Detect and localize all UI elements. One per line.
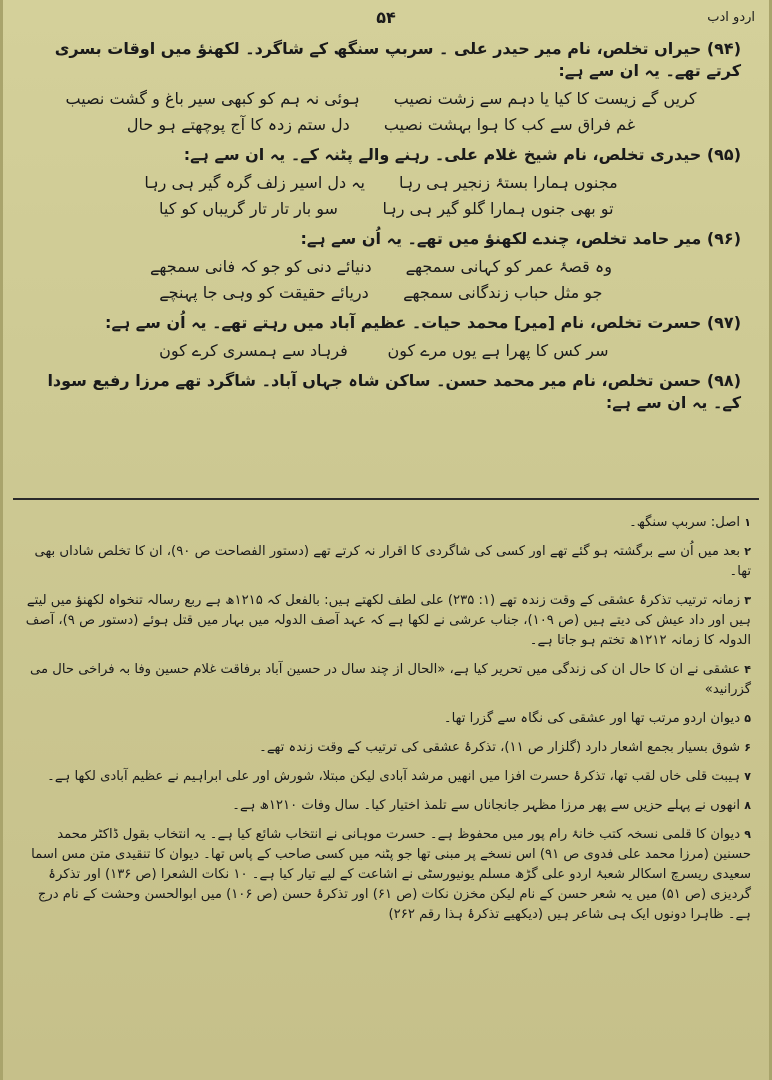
footnote-mark: ۶ [744, 741, 751, 754]
entry-heading: (۹۴) حیراں تخلص، نام میر حیدر علی ۔ سربپ سنگھ کے شاگرد۔ لکھنؤ میں اوقات بسری کرتے تھے۔ یہ ان سے ہے: [54, 39, 741, 80]
entry-heading: (۹۵) حیدری تخلص، نام شیخ غلام علی۔ رہنے والے پٹنہ کے۔ یہ ان سے ہے: [183, 145, 741, 164]
poet-entries [21, 32, 741, 418]
couplet [21, 280, 741, 306]
page-header [17, 6, 755, 28]
footnote [17, 542, 751, 582]
entry-heading: (۹۷) حسرت تخلص، نام [میر] محمد حیات۔ عظیم آباد میں رہتے تھے۔ یہ اُن سے ہے: [105, 313, 741, 332]
footnote-mark: ۳ [744, 594, 751, 607]
poet-entry [21, 38, 741, 138]
misra-second: تو بھی جنوں ہمارا گلو گیر ہی رہا [382, 199, 614, 218]
footnote-text: دیوان اردو مرتب تھا اور عشقی کی نگاہ سے گزرا تھا۔ [443, 711, 741, 726]
poet-entry [21, 144, 741, 222]
footnote-mark: ۸ [744, 799, 751, 812]
footnote-mark: ۵ [744, 712, 751, 725]
footnote-mark: ۹ [744, 828, 751, 841]
footnote-text: دیوان کا قلمی نسخہ کتب خانۂ رام پور میں محفوظ ہے۔ حسرت موہانی نے انتخاب شائع کیا ہے۔ یہ انتخاب بقول ڈاکٹر محمد حسنین (مرزا محمد علی فدوی ص ۹۱) اس نسخے پر مبنی تھا جو پٹنہ میں کسی صاحب کے پاس تھا۔ دیوان کا تنقیدی متن مس اسما سعیدی ریسرچ اسکالر شعبۂ اردو علی گڑھ مسلم یونیورسٹی نے اشاعت کے لیے تیار کیا ہے۔ ۱۰ نکات الشعرا (ص ۱۳۶) اور تذکرۂ گردیزی (ص ۵۱) میں یہ شعر حسن کے نام لیکن مخزن نکات (ص ۶۱) اور تذکرۂ حسن (ص ۱۰۶) میں ابوالحسن وحشت کے نام درج ہے۔ ظاہرا دونوں ایک ہی شاعر ہیں (دیکھیے تذکرۂ ہذا رقم ۲۶۲) [31, 827, 751, 922]
poet-entry [21, 370, 741, 414]
footnote-mark: ۴ [744, 663, 751, 676]
footnote-mark: ۲ [744, 545, 751, 558]
footnote [17, 738, 751, 758]
footnote [17, 660, 751, 700]
couplet [21, 86, 741, 112]
misra-second: جو مثل حباب زندگانی سمجھے [403, 283, 603, 302]
poet-entry [21, 312, 741, 364]
misra-second: غم فراق سے کب کا ہوا بہشت نصیب [383, 115, 636, 134]
header-book-title: اردو ادب [707, 9, 755, 25]
footnote-mark: ۷ [744, 770, 751, 783]
couplet [21, 196, 741, 222]
footnote [17, 767, 751, 787]
footnote [17, 709, 751, 729]
misra-first: دریائے حقیقت کو وہی جا پہنچے [159, 283, 369, 302]
footnote [17, 513, 751, 533]
footnote-text: بعد میں اُن سے برگشتہ ہو گئے تھے اور کسی کی شاگردی کا اقرار نہ کرتے تھے (دستور الفصاحت ص ۹۰)، ان کا تخلص شاداں بھی تھا۔ [34, 544, 751, 579]
footnote [17, 796, 751, 816]
misra-first: ہوئی نہ ہم کو کبھی سیر باغ و گشت نصیب [65, 89, 360, 108]
footnote-divider [13, 498, 759, 500]
footnotes [17, 510, 751, 934]
couplet [21, 338, 741, 364]
misra-second: مجنوں ہمارا بستۂ زنجیر ہی رہا [399, 173, 618, 192]
footnote-text: انھوں نے پہلے حزیں سے پھر مرزا مظہر جانجاناں سے تلمذ اختیار کیا۔ سال وفات ۱۲۱۰ھ ہے۔ [232, 798, 741, 813]
page-number: ۵۴ [376, 8, 396, 27]
misra-first: یہ دل اسیر زلف گرہ گیر ہی رہا [144, 173, 366, 192]
footnote-text: شوق بسیار بجمع اشعار دارد (گلزار ص ۱۱)، تذکرۂ عشقی کی ترتیب کے وقت زندہ تھے۔ [259, 740, 741, 755]
misra-second: سر کس کا پھرا ہے یوں مرے کون [387, 341, 609, 360]
misra-first: فرہاد سے ہمسری کرے کون [159, 341, 348, 360]
misra-second: وہ قصۂ عمر کو کہانی سمجھے [405, 257, 612, 276]
footnote-mark: ۱ [744, 516, 751, 529]
footnote-text: اصل: سربپ سنگھ۔ [629, 515, 741, 530]
entry-heading: (۹۶) میر حامد تخلص، چندے لکھنؤ میں تھے۔ یہ اُن سے ہے: [300, 229, 741, 248]
couplet [21, 170, 741, 196]
couplet [21, 112, 741, 138]
misra-first: سو بار تار تار گریباں کو کیا [159, 199, 338, 218]
footnote-text: عشقی نے ان کا حال ان کی زندگی میں تحریر کیا ہے، «الحال از چند سال در حسین آباد برفاقت غلام حسین وفا بہ فراخی حال می گزرانید» [30, 662, 751, 697]
misra-first: دنیائے دنی کو جو کہ فانی سمجھے [150, 257, 372, 276]
entry-heading: (۹۸) حسن تخلص، نام میر محمد حسن۔ ساکن شاہ جہاں آباد۔ شاگرد تھے مرزا رفیع سودا کے۔ یہ ان سے ہے: [47, 371, 741, 412]
poet-entry [21, 228, 741, 306]
footnote [17, 825, 751, 925]
footnote-text: ہیبت قلی خاں لقب تھا، تذکرۂ حسرت افزا میں انھیں مرشد آبادی لیکن مبتلا، شورش اور علی ابراہیم نے عظیم آبادی لکھا ہے۔ [47, 769, 741, 784]
footnote [17, 591, 751, 651]
footnote-text: زمانہ ترتیب تذکرۂ عشقی کے وقت زندہ تھے (۱: ۲۳۵) علی لطف لکھتے ہیں: بالفعل کہ ۱۲۱۵ھ ہے ربع رسالہ تنخواہ لکھنؤ میں لیتے ہیں اور داد عیش کی دیتے ہیں (ص ۱۰۹)، جناب عرشی نے لکھا ہے کہ عہد آصف الدولہ میں بہار میں قتل ہوئے (دستور ص ۹)، آصف الدولہ کا زمانہ ۱۲۱۲ھ تختم ہو جاتا ہے۔ [25, 593, 751, 648]
couplet [21, 254, 741, 280]
misra-first: دل ستم زدہ کا آج پوچھتے ہو حال [126, 115, 350, 134]
misra-second: کریں گے زیست کا کیا یا دہم سے زشت نصیب [393, 89, 697, 108]
